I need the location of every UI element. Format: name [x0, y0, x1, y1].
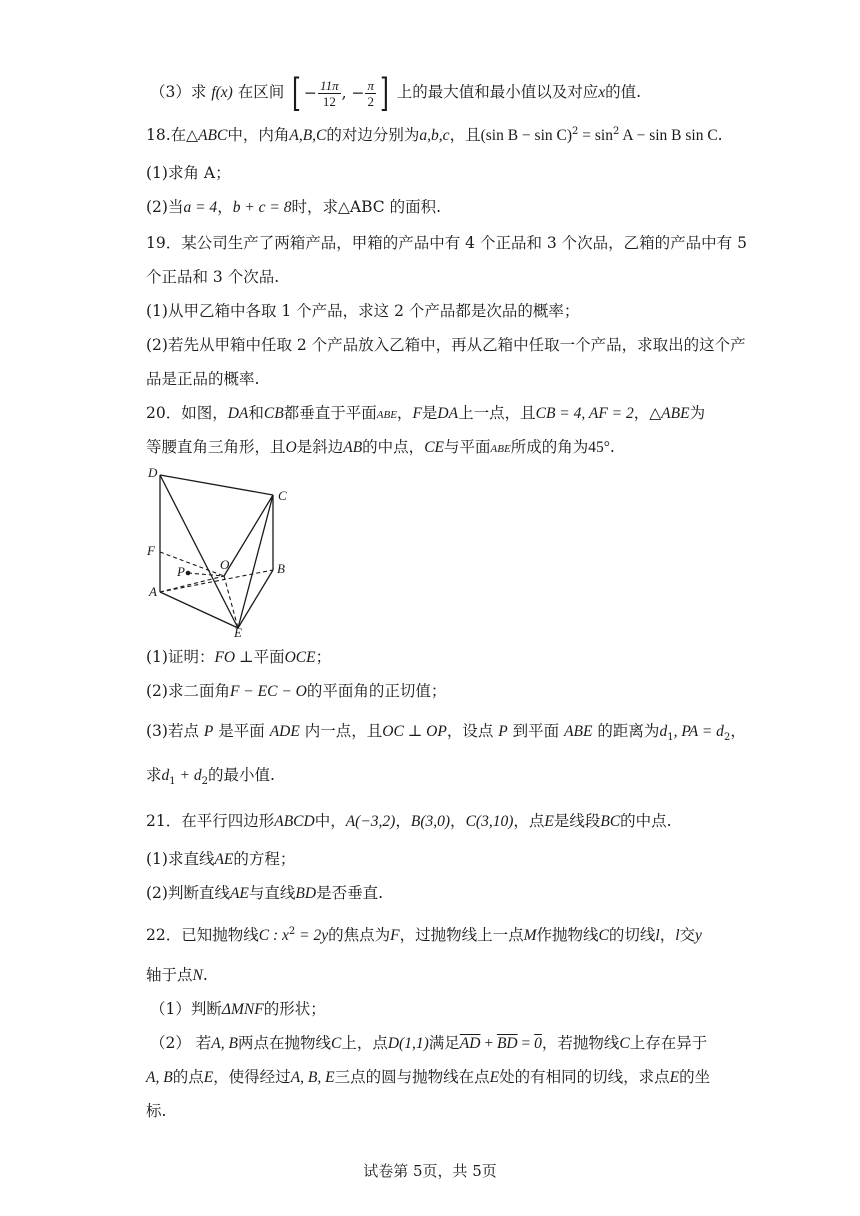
q21-abcd: ABCD: [274, 813, 315, 830]
q18-stem: 18.在△ABC中，内角A,B,C的对边分别为a,b,c，且(sin $B - \sin C)^2 = \sin^2 A - \sin B$ sin C.: [146, 125, 723, 144]
q20-f: F: [412, 405, 422, 422]
q19-part2-line2: 品是正品的概率.: [146, 370, 260, 388]
frac2-num: π: [367, 77, 374, 93]
q21-bc: BC: [600, 813, 621, 830]
q22-vec-zero: 0: [534, 1035, 542, 1052]
q20-l2-e: 所成的角为: [510, 438, 589, 456]
q22-p1-a: （1）判断: [150, 1000, 222, 1018]
q20-part2: [146, 680, 446, 703]
q20-p3l2-a: 求: [146, 766, 162, 784]
q22-vec-bd: $\overline{BD}$: [496, 1035, 518, 1052]
q17-x: x: [598, 84, 606, 101]
q22-n: N: [192, 967, 203, 984]
label-O: O: [220, 557, 230, 572]
q20-part3-line2: 求$d_1 + d_2$的最小值.: [146, 766, 275, 788]
label-E: E: [234, 625, 242, 637]
q18-stem-end: .: [717, 126, 723, 144]
q18-p2-c: 时，求△ABC 的面积.: [291, 198, 442, 216]
q20-l1-c: 都垂直于平面: [283, 404, 377, 422]
q20-p3-d: ，设点: [446, 722, 499, 740]
q20-angle: 45°: [588, 439, 610, 456]
q21-sep1: ，: [395, 812, 411, 830]
q19-part2-line1: (2)若先从甲箱中任取 2 个产品放入乙箱中，再从乙箱中任取一个产品，求取出的这个产: [146, 336, 746, 354]
q20-l1-f: 上一点，且: [458, 404, 536, 422]
q20-ce: CE: [424, 439, 444, 456]
q22-l3-e-2: E: [489, 1069, 500, 1086]
q20-p2-a: (2)求二面角: [146, 682, 230, 700]
q20-p2-expr: F − EC − O: [229, 683, 307, 700]
q20-l2-f: .: [609, 438, 615, 456]
q22-part2-line1: （2） 若A, B两点在抛物线C上，点D(1,1)满足$\overline{AD} + \overline{BD} = 0$，若抛物线C上存在异于: [150, 1034, 708, 1052]
q21-stem-d: 是线段: [553, 812, 601, 830]
q22-l3-e-end: 的坐: [679, 1068, 711, 1086]
q20-p1-a: (1)证明：: [146, 648, 215, 666]
q22-l-2: l: [675, 927, 680, 944]
q22-c-2: C: [331, 1035, 342, 1052]
q22-part2-line2: [146, 1066, 710, 1089]
q17-frac1: [318, 78, 341, 109]
q20-da-2: DA: [437, 405, 459, 422]
q21-p2-a: (2)判断直线: [146, 884, 230, 902]
q18-stem-a: 18.在△: [146, 126, 199, 144]
q22-ab: A, B: [211, 1035, 238, 1052]
q21-part2: [146, 882, 383, 905]
edge-BE: [238, 570, 273, 628]
q17-fx: f(x): [211, 84, 233, 101]
q18-eq-right: A − sin B sin C: [619, 127, 718, 144]
q22-l3-d: 处的有相同的切线，求点: [499, 1068, 670, 1086]
q22-stem-line2: [146, 964, 208, 987]
label-C: C: [278, 488, 287, 503]
q18-angles: A,B,C: [289, 127, 327, 144]
q20-l1-g: ，△: [633, 404, 662, 422]
q21-part1: [146, 848, 295, 871]
q20-p3-b: 是平面: [213, 722, 270, 740]
q19-part1: (1)从甲乙箱中各取 1 个产品，求这 2 个产品都是次品的概率；: [146, 302, 580, 320]
q17-part3: （3）求 f(x) 在区间 [ − $\frac{11\pi}{12}$ , − $\frac{\pi}{2}$ ] 上的最大值和最小值以及对应x的值.: [150, 71, 642, 115]
q22-m: M: [523, 927, 537, 944]
q20-l1-e: 是: [421, 404, 438, 422]
label-D: D: [148, 465, 158, 480]
q21-pt-b: B(3,0): [410, 813, 451, 830]
q18-p2-b: ，: [217, 198, 233, 216]
q21-sep2: ，: [450, 812, 466, 830]
q21-bd: BD: [295, 885, 317, 902]
q20-l1-d: ，: [396, 404, 413, 422]
right-bracket: ]: [379, 71, 389, 115]
q20-p3-f: 的距离为: [592, 722, 660, 740]
left-bracket: [: [292, 71, 302, 115]
q21-pt-a: A(−3,2): [345, 813, 396, 830]
q22-l: l: [655, 927, 660, 944]
q21-stem-a: 21．在平行四边形: [146, 812, 275, 830]
q20-p1-c: OCE: [284, 649, 316, 666]
q17-interval-word: 在区间: [237, 83, 285, 101]
q19-line1: 19．某公司生产了两箱产品，甲箱的产品中有 4 个正品和 3 个次品，乙箱的产品中有 5: [146, 234, 747, 252]
q20-da: DA: [227, 405, 249, 422]
q22-stem-f: ，: [659, 926, 676, 944]
q20-l2-b: 是斜边: [296, 438, 344, 456]
q18-p2-eq1: a = 4: [183, 199, 218, 216]
q20-p3-e: 到平面: [507, 722, 565, 740]
edge-AE: [160, 592, 238, 628]
q20-abe-2: ABE: [661, 405, 690, 422]
point-P-dot: [186, 571, 191, 576]
q22-stem-c: ，过抛物线上一点: [399, 926, 524, 944]
q18-stem-b: 中，内角: [227, 126, 290, 144]
q22-stem-a: 22．已知抛物线: [146, 926, 259, 944]
q20-abe: ABE: [376, 409, 397, 421]
q20-l1-b: 和: [248, 404, 264, 422]
edge-CO: [224, 495, 273, 576]
q22-stem-e: 的切线: [608, 926, 656, 944]
page-footer: 试卷第 5页，共 5页: [363, 1162, 497, 1180]
q22-curve-sup: 2: [288, 925, 296, 937]
q22-f: F: [390, 927, 400, 944]
q22-stem-d: 作抛物线: [536, 926, 599, 944]
q22-l3-e: E: [203, 1069, 214, 1086]
q22-vec-ad: $\overline{AD}$: [459, 1035, 481, 1052]
q20-l1-h: 为: [689, 404, 706, 422]
q22-p2-e: ，若抛物线: [541, 1034, 620, 1052]
q21-stem-b: 中，: [314, 812, 346, 830]
figure-solid-edges: [160, 475, 273, 628]
label-B: B: [277, 561, 285, 576]
q22-p2-a: （2） 若: [150, 1034, 212, 1052]
q20-p3-pa: , PA = d: [673, 723, 724, 740]
label-P: P: [177, 564, 185, 579]
q21-pt-c: C(3,10): [465, 813, 514, 830]
q22-p2-d: 满足: [428, 1034, 460, 1052]
q20-p3-c: 内一点，且: [299, 722, 383, 740]
edge-DC: [160, 475, 273, 495]
q22-stem-line1: [146, 924, 702, 947]
q18-part2: [146, 196, 441, 219]
q22-part2-line3: 标.: [146, 1102, 167, 1120]
q22-l3-e-3: E: [669, 1069, 680, 1086]
q22-l2-b: .: [202, 966, 208, 984]
q20-p1-expr: FO ⊥: [214, 649, 254, 666]
q20-p1-b: 平面: [253, 648, 285, 666]
q22-curve: C : x: [258, 927, 289, 944]
q20-line1: [146, 402, 705, 426]
q20-part3-line1: (3)若点 P 是平面 ADE 内一点，且OC ⊥ OP，设点 P 到平面 ABE 的距离为$d_1$, PA = $d_2$，: [146, 722, 746, 744]
edge-CE: [238, 495, 273, 628]
q20-p3l2-d1: d: [161, 767, 170, 784]
q22-stem-g: 交: [679, 926, 696, 944]
q22-l3-b: ，使得经过: [213, 1068, 291, 1086]
q21-stem-e: 的中点.: [620, 812, 672, 830]
q21-p1-b: 的方程；: [233, 850, 296, 868]
edge-FO: [160, 552, 224, 576]
q18-sides: a,b,c: [419, 127, 450, 144]
q20-l1-a: 20．如图，: [146, 404, 228, 422]
q21-ae-2: AE: [229, 885, 249, 902]
q22-curve-b: = 2y: [295, 927, 329, 944]
q19-line2: 个正品和 3 个次品.: [146, 268, 280, 286]
q21-stem: [146, 810, 672, 833]
q20-part1: [146, 646, 331, 669]
q17-part3-end: 的值.: [605, 83, 642, 101]
frac1-num: 11π: [320, 77, 339, 93]
q18-part1: (1)求角 A；: [146, 164, 231, 182]
q20-p3-p: P: [203, 723, 214, 740]
q20-l2-d: 与平面: [444, 438, 491, 456]
q20-p2-b: 的平面角的正切值；: [306, 682, 447, 700]
q22-p2-f: 上存在异于: [629, 1034, 708, 1052]
label-A: A: [149, 584, 157, 599]
frac2-den: 2: [367, 93, 374, 109]
q22-p2-b: 两点在抛物线: [237, 1034, 331, 1052]
q18-abc: ABC: [198, 127, 228, 144]
q22-y: y: [695, 927, 702, 944]
q20-cb: CB: [263, 405, 284, 422]
q18-p2-a: (2)当: [146, 198, 184, 216]
q21-e: E: [544, 813, 554, 830]
q20-p3-d1: d: [659, 723, 668, 740]
q22-c-3: C: [619, 1035, 630, 1052]
q20-p3-p-2: P: [498, 723, 508, 740]
q20-p3-a: (3)若点: [146, 722, 204, 740]
q18-stem-d: ，且: [449, 126, 481, 144]
q20-line2: [146, 436, 615, 460]
q20-p3-g: ，: [730, 722, 746, 740]
q22-l3-abe: A, B, E: [290, 1069, 335, 1086]
q20-cond: CB = 4, AF = 2: [535, 405, 634, 422]
edge-PO: [188, 573, 224, 576]
edge-AO: [160, 576, 224, 592]
q22-l3-a: 的点: [172, 1068, 204, 1086]
q21-p2-b: 与直线: [248, 884, 296, 902]
q17-frac2: [365, 78, 376, 109]
q21-p1-a: (1)求直线: [146, 850, 215, 868]
q22-d: D(1,1): [387, 1035, 429, 1052]
q22-ab-2: A, B: [146, 1069, 173, 1086]
q20-p1-d: ；: [315, 648, 332, 666]
q21-p2-c: 是否垂直.: [316, 884, 384, 902]
q20-p3l2-d2: + d: [175, 767, 202, 784]
q21-stem-c: ，点: [513, 812, 545, 830]
q20-abe-3: ABE: [490, 443, 511, 455]
q20-figure: [140, 462, 300, 637]
q22-p2-c: 上，点: [341, 1034, 388, 1052]
edge-OE: [224, 576, 238, 628]
q22-part1: [150, 998, 326, 1021]
q20-p3-ade: ADE: [269, 723, 300, 740]
q17-part3-suffix: 上的最大值和最小值以及对应: [396, 83, 599, 101]
q20-l2-a: 等腰直角三角形，且: [146, 438, 286, 456]
q20-l2-c: 的中点，: [362, 438, 425, 456]
q22-c: C: [598, 927, 609, 944]
q20-p3-abe: ABE: [564, 723, 593, 740]
q20-o: O: [285, 439, 297, 456]
q17-part3-prefix: （3）求: [150, 83, 207, 101]
q22-p1-tri: ΔMNF: [221, 1001, 264, 1018]
label-F: F: [147, 543, 155, 558]
q22-stem-b: 的焦点为: [328, 926, 391, 944]
q20-ab: AB: [343, 439, 363, 456]
q20-p3-expr1: OC ⊥ OP: [382, 723, 447, 740]
frac1-den: 12: [322, 93, 336, 109]
q20-p3l2-b: 的最小值.: [207, 766, 275, 784]
q18-stem-c: 的对边分别为: [326, 126, 420, 144]
q21-ae: AE: [214, 851, 234, 868]
q18-eq-left: (sin B − sin C): [480, 127, 572, 144]
q22-l3-c: 三点的圆与抛物线在点: [334, 1068, 490, 1086]
q18-p2-eq2: b + c = 8: [232, 199, 292, 216]
q22-l2-a: 轴于点: [146, 966, 193, 984]
q22-p1-b: 的形状；: [263, 1000, 326, 1018]
edge-DE: [160, 475, 238, 628]
q18-eq-mid: = sin: [578, 127, 613, 144]
